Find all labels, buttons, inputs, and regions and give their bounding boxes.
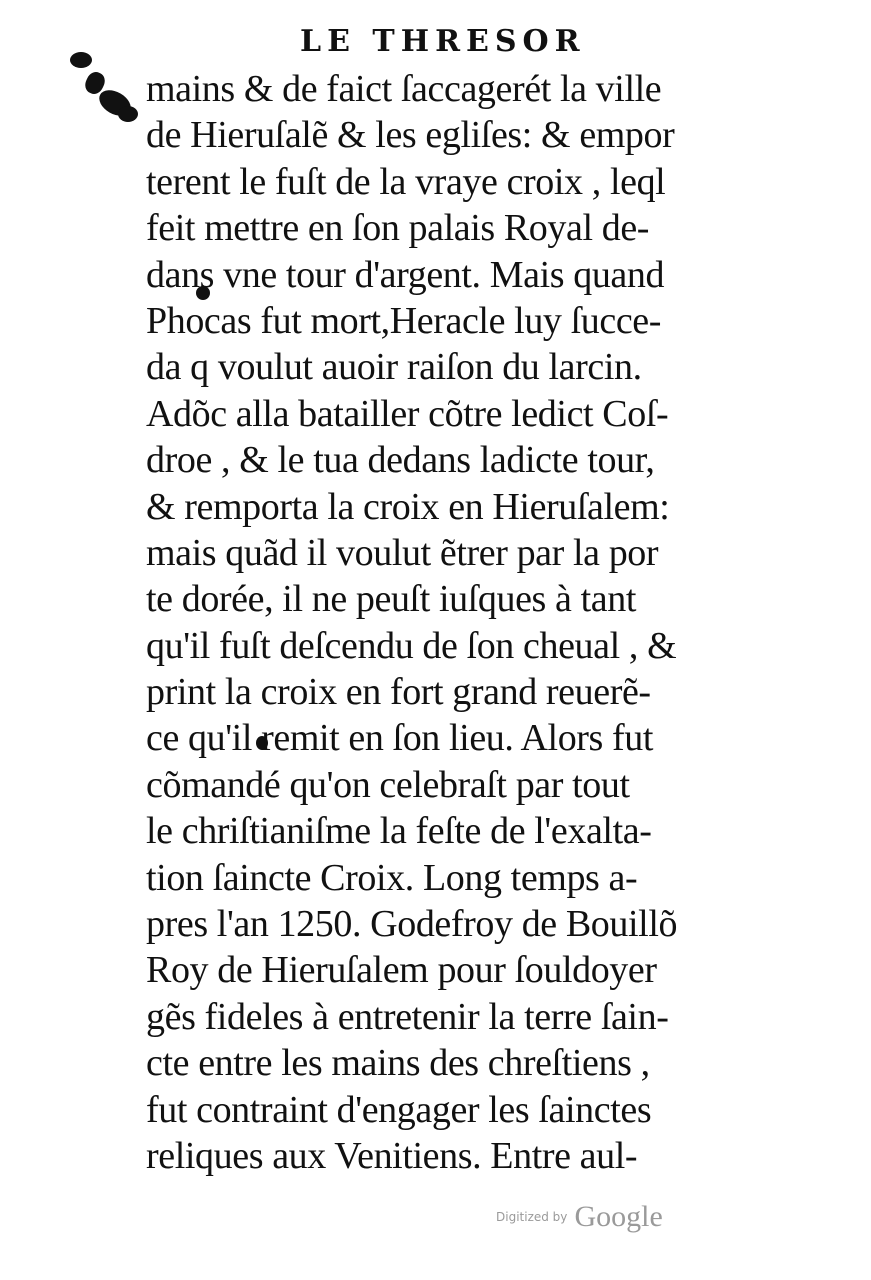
text-line: print la croix en fort grand reuerẽ- [146,671,651,714]
digitization-watermark [496,1200,663,1234]
text-line: Roy de Hieruſalem pour ſouldoyer [146,949,657,992]
text-line: cte entre les mains des chreſtiens , [146,1042,650,1085]
text-line: de Hieruſalẽ & les egliſes: & empor [146,114,675,157]
text-line: feit mettre en ſon palais Royal de- [146,207,650,250]
text-line: pres l'an 1250. Godefroy de Bouillõ [146,903,678,946]
text-line: & remporta la croix en Hieruſalem: [146,485,670,528]
text-line: reliques aux Venitiens. Entre aul- [146,1134,638,1177]
text-line: da q voulut auoir raiſon du larcin. [146,346,642,389]
text-line: qu'il fuſt deſcendu de ſon cheual , & [146,624,677,667]
text-line: droe , & le tua dedans ladicte tour, [146,439,655,482]
text-line: dans vne tour d'argent. Mais quand [146,253,665,296]
running-head: LE THRESOR [300,24,586,59]
body-text [146,66,786,1179]
text-line: fut contraint d'engager les ſainctes [146,1088,652,1131]
digitized-by-label: Digitized by [496,1210,568,1224]
text-line: ce qu'il remit en ſon lieu. Alors fut [146,717,654,760]
text-line: Phocas fut mort,Heracle luy ſucce- [146,299,662,342]
text-line: te dorée, il ne peuſt iuſques à tant [146,578,636,621]
text-line: terent le fuſt de la vraye croix , leql [146,160,666,203]
ink-blot-mark [118,106,138,122]
text-line: mais quãd il voulut ẽtrer par la por [146,531,659,574]
text-line: tion ſaincte Croix. Long temps a- [146,856,638,899]
ink-blot-mark [70,52,92,68]
text-line: cõmandé qu'on celebraſt par tout [146,763,630,806]
text-line: mains & de faict ſaccagerét la ville [146,68,662,110]
text-line: le chriſtianiſme la feſte de l'exalta- [146,810,652,853]
text-line: Adõc alla batailler cõtre ledict Coſ- [146,392,669,435]
google-wordmark: Google [574,1200,663,1233]
text-line: gẽs fideles à entretenir la terre ſain- [146,995,669,1038]
